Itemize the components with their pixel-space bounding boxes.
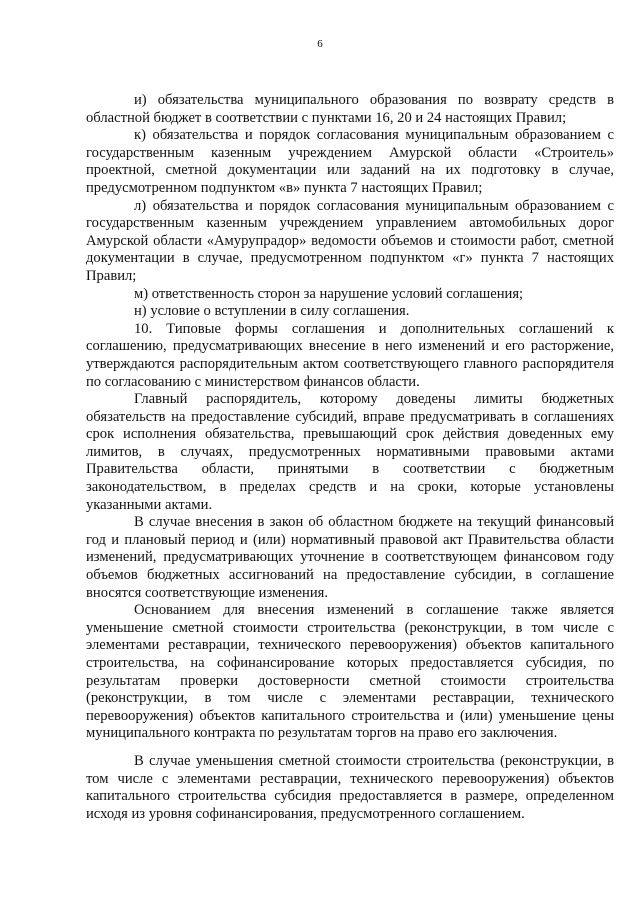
paragraph-budget-changes: В случае внесения в закон об областном бюджете на текущий финансовый год и плановый период и (или) нормативный правовой акт Правительства области изменений, предусматривающих уточнение в соответствующем финансовом году объемов бюджетных ассигнований на предоставление субсидии, в соглашение вносятся соответствующие изменения. bbox=[86, 514, 614, 601]
paragraph-item-k: к) обязательства и порядок согласования муниципальным образованием с государственным казенным учреждением Амурской области «Строитель» проектной, сметной документации или заданий на их подготовку в случае, предусмотренном подпунктом «в» пункта 7 настоящих Правил; bbox=[86, 127, 614, 196]
paragraph-cost-reduction: В случае уменьшения сметной стоимости строительства (реконструкции, в том числе с элементами реставрации, технического перевооружения) объектов капитального строительства субсидия предоставляется в размере, определенном исходя из уровня софинансирования, предусмотренного соглашением. bbox=[86, 752, 614, 822]
paragraph-clause-10: 10. Типовые формы соглашения и дополнительных соглашений к соглашению, предусматривающих внесение в него изменений и его расторжение, утверждаются распорядительным актом соответствующего главного распорядителя по согласованию с министерством финансов области. bbox=[86, 320, 614, 390]
paragraph-item-l: л) обязательства и порядок согласования муниципальным образованием с государственным казенным учреждением управлением автомобильных дорог Амурской области «Амурупрадор» ведомости объемов и стоимости работ, сметной документации в случае, предусмотренном подпунктом «г» пункта 7 настоящих Правил; bbox=[86, 197, 614, 284]
paragraph-grounds-for-changes: Основанием для внесения изменений в соглашение также является уменьшение сметной стоимости строительства (реконструкции, в том числе с элементами реставрации, технического перевооружения) объектов капитального строительства, на софинансирование которых предоставляется субсидия, по результатам проверки достоверности сметной стоимости строительства (реконструкции, в том числе с элементами реставрации, технического перевооружения) объектов капитального строительства и (или) уменьшение цены муниципального контракта по результатам торгов на право его заключения. bbox=[86, 602, 614, 742]
paragraph-item-n: н) условие о вступлении в силу соглашения. bbox=[134, 303, 410, 320]
paragraph-item-m: м) ответственность сторон за нарушение условий соглашения; bbox=[134, 285, 524, 302]
document-body bbox=[86, 92, 614, 823]
page-number: 6 bbox=[317, 38, 323, 50]
paragraph-item-i: и) обязательства муниципального образования по возврату средств в областной бюджет в соответствии с пунктами 16, 20 и 24 настоящих Правил; bbox=[86, 92, 614, 126]
paragraph-chief-administrator: Главный распорядитель, которому доведены лимиты бюджетных обязательств на предоставление субсидий, вправе предусматривать в соглашениях срок исполнения обязательства, превышающий срок действия доведенных ему лимитов, в случаях, предусмотренных нормативными правовыми актами Правительства области, принятыми в соответствии с бюджетным законодательством, в пределах средств и на сроки, которые установлены указанными актами. bbox=[86, 391, 614, 513]
